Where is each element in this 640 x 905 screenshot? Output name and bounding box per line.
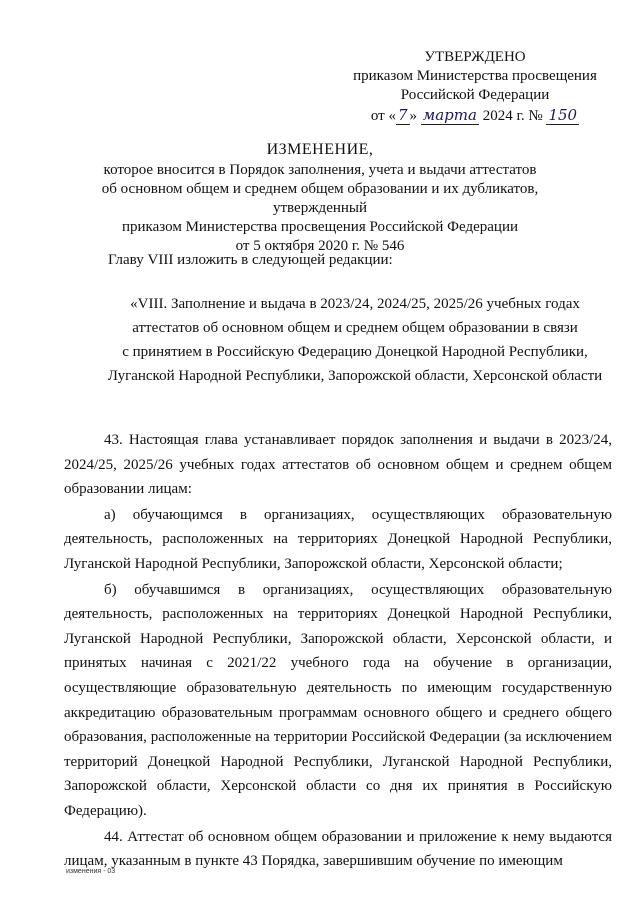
- chapter-heading: [100, 292, 610, 388]
- approval-line-country: Российской Федерации: [400, 87, 550, 103]
- date-mid: »: [409, 108, 418, 124]
- title-line-4: от 5 октября 2020 г. № 546: [235, 238, 405, 254]
- date-year: 2024 г. №: [482, 108, 543, 124]
- paragraph-43-b: б) обучавшимся в организациях, осуществляющих образовательную деятельность, расположенных на территориях Донецкой Народной Республики, Луганской Народной Республики, Запорожской области, Херсонской области, и принятых начиная с 2021/22 учебного года на обучение в организации, осуществляющие образовательную деятельность по имеющим государственную аккредитацию образовательным программам основного общего и среднего общего образования, расположенные на территории Российской Федерации (за исключением территорий Донецкой Народной Республики, Луганской Народной Республики, Запорожской области, Херсонской области со дня их принятия в Российскую Федерацию).: [64, 581, 612, 819]
- paragraph-43: 43. Настоящая глава устанавливает порядок заполнения и выдачи в 2023/24, 2024/25, 2025/26 учебных годах аттестатов об основном общем и среднем общем образовании лицам:: [64, 432, 612, 498]
- date-prefix: от «: [370, 108, 396, 124]
- date-day: 7: [397, 106, 408, 124]
- approval-line-ministry: приказом Министерства просвещения: [353, 68, 597, 84]
- approval-heading: УТВЕРЖДЕНО: [424, 49, 526, 65]
- chapter-line-4: Луганской Народной Республики, Запорожской области, Херсонской области: [107, 368, 603, 384]
- paragraph-44: 44. Аттестат об основном общем образовании и приложение к нему выдаются лицам, указанным в пункте 43 Порядка, завершившим обучение по имеющим: [64, 828, 612, 870]
- chapter-line-1: «VIII. Заполнение и выдача в 2023/24, 2024/25, 2025/26 учебных годах: [130, 296, 580, 312]
- order-number: 150: [548, 106, 578, 124]
- paragraph-43-a: а) обучающимся в организациях, осуществляющих образовательную деятельность, расположенных на территориях Донецкой Народной Республики, Луганской Народной Республики, Запорожской области, Херсонской области;: [64, 506, 612, 572]
- approval-date-line: [340, 106, 610, 126]
- intro-text: Главу VIII изложить в следующей редакции:: [108, 252, 393, 268]
- document-title: [60, 140, 580, 256]
- footer-note: изменения - 03: [66, 868, 116, 875]
- title-line-3: приказом Министерства просвещения Российской Федерации: [122, 219, 518, 235]
- date-month: марта: [422, 106, 477, 124]
- chapter-line-3: с принятием в Российскую Федерацию Донецкой Народной Республики,: [122, 344, 588, 360]
- approval-stamp: [340, 48, 610, 126]
- title-line-1: которое вносится в Порядок заполнения, учета и выдачи аттестатов: [103, 162, 537, 178]
- chapter-line-2: аттестатов об основном общем и среднем общем образовании в связи: [132, 320, 578, 336]
- document-body: [64, 428, 612, 874]
- title-line-2: об основном общем и среднем общем образовании и их дубликатов, утвержденный: [101, 181, 539, 216]
- title-heading: ИЗМЕНЕНИЕ,: [266, 141, 374, 158]
